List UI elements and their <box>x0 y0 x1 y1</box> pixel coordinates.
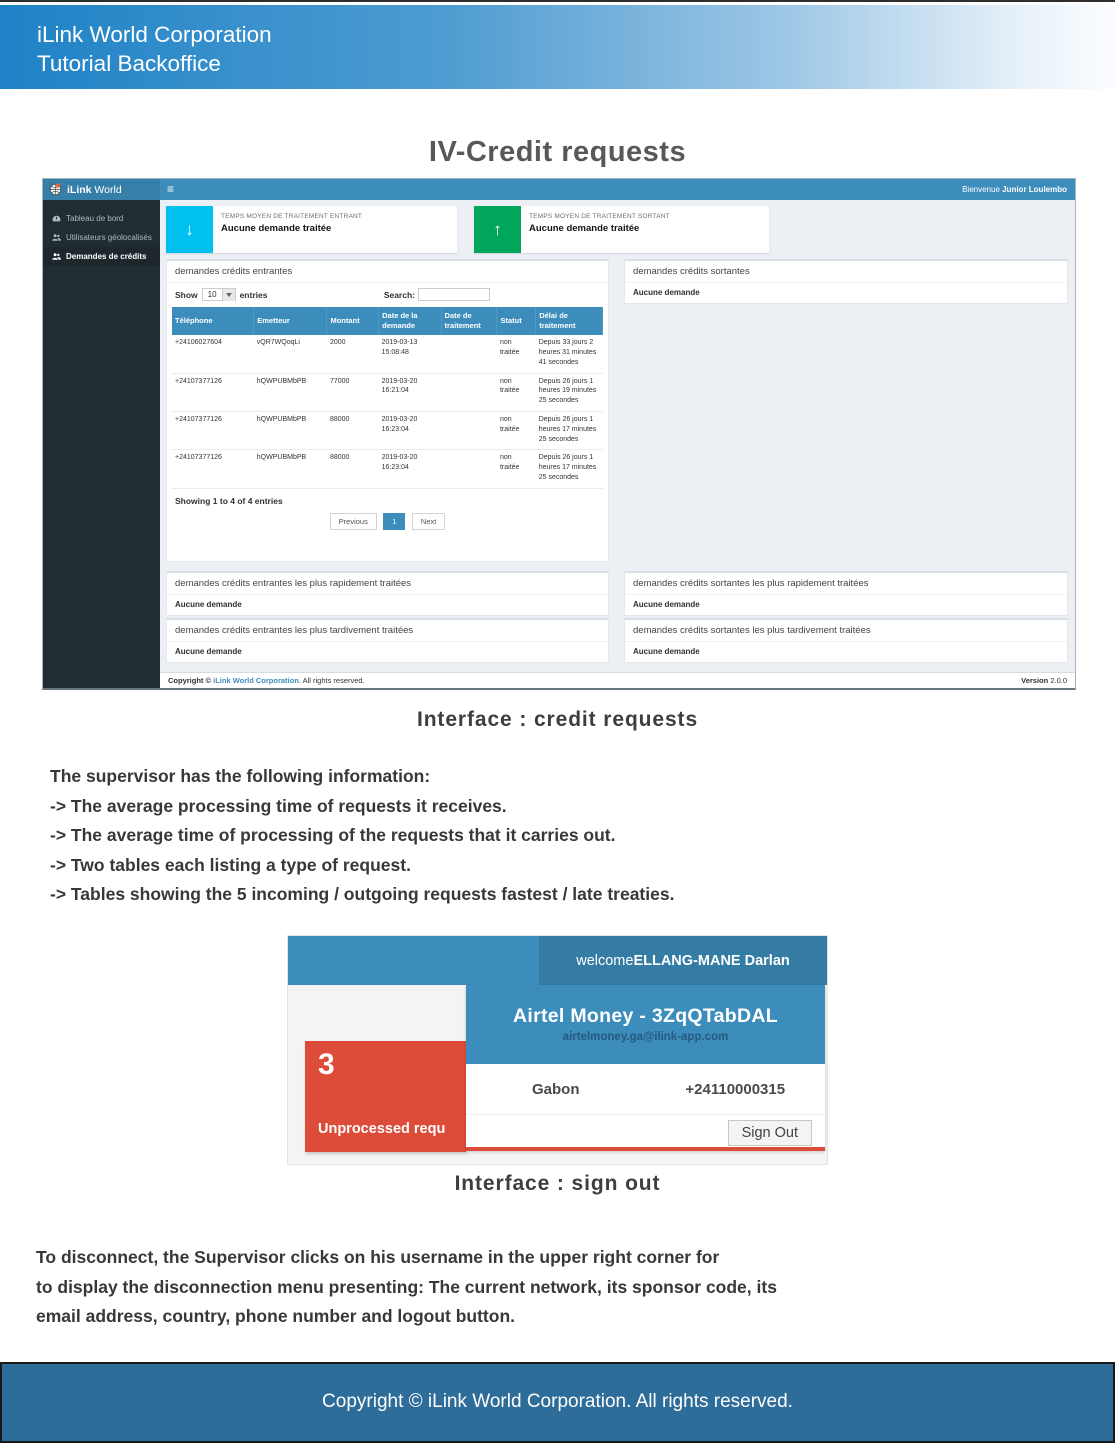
sidebar-item-label: Demandes de crédits <box>66 252 147 261</box>
badge-label: Unprocessed requ <box>318 1121 446 1137</box>
panel-title: demandes crédits entrantes les plus rapidement traitées <box>167 573 608 595</box>
page-top-border <box>0 0 1115 2</box>
paragraph-line: -> Tables showing the 5 incoming / outgoing requests fastest / late treaties. <box>50 884 675 905</box>
chevron-down-icon <box>222 289 235 301</box>
cell-date-traitement <box>441 450 497 488</box>
info-card-incoming-avg-time <box>166 206 457 253</box>
col-header-emetteur[interactable]: Emetteur <box>254 307 327 335</box>
info-card-value: Aucune demande traitée <box>529 223 640 234</box>
cell-date-traitement <box>441 373 497 411</box>
panel-title: demandes crédits entrantes les plus tardivement traitées <box>167 620 608 642</box>
copyright-label: Copyright © <box>168 676 214 685</box>
panel-title: demandes crédits entrantes <box>167 261 608 283</box>
table-header-row <box>172 307 603 335</box>
hamburger-icon[interactable]: ≡ <box>167 182 175 196</box>
paragraph-disconnect-info <box>36 1243 777 1332</box>
panel-title: demandes crédits sortantes <box>625 261 1067 283</box>
dropdown-footer <box>466 1114 825 1151</box>
cell-montant: 88000 <box>327 450 379 488</box>
panel-title: demandes crédits sortantes les plus rapidement traitées <box>625 573 1067 595</box>
cell-date-demande: 2019-03-20 16:23:04 <box>379 412 441 450</box>
table-row <box>172 335 603 373</box>
cell-statut: non traitée <box>497 373 536 411</box>
caption-credit-requests: Interface : credit requests <box>416 708 699 731</box>
arrow-up-icon: ↑ <box>474 206 521 253</box>
panel-demandes-credits-sortantes <box>624 259 1068 304</box>
app-content <box>160 200 1075 688</box>
cell-date-demande: 2019-03-20 16:21:04 <box>379 373 441 411</box>
badge-count: 3 <box>318 1048 335 1081</box>
sidebar-item-label: Tableau de bord <box>66 214 124 223</box>
network-name: Airtel Money - 3ZqQTabDAL <box>513 1005 778 1027</box>
paragraph-line: -> The average time of processing of the requests that it carries out. <box>50 825 616 846</box>
doc-header <box>0 5 1115 89</box>
users-icon <box>52 233 61 242</box>
col-header-delai[interactable]: Délai de traitement <box>536 307 603 335</box>
cell-delai: Depuis 26 jours 1 heures 17 minutes 25 secondes <box>536 450 603 488</box>
country-label: Gabon <box>532 1080 580 1098</box>
page-length-select[interactable]: 10 <box>202 288 236 301</box>
datatable-controls <box>167 283 608 305</box>
cell-statut: non traitée <box>497 450 536 488</box>
cell-telephone: +24106027604 <box>172 335 254 373</box>
col-header-montant[interactable]: Montant <box>327 307 379 335</box>
dropdown-header <box>466 985 825 1064</box>
globe-icon <box>49 183 62 196</box>
paragraph-supervisor-info <box>50 762 674 910</box>
info-card-title: TEMPS MOYEN DE TRAITEMENT ENTRANT <box>221 213 363 220</box>
sidebar-item-utilisateurs-geolocalises[interactable] <box>43 228 160 247</box>
panel-demandes-credits-entrantes <box>166 259 609 562</box>
navbar-user-menu[interactable]: welcome ELLANG-MANE Darlan <box>539 936 827 985</box>
table-summary: Showing 1 to 4 of 4 entries <box>175 495 283 506</box>
caption-sign-out: Interface : sign out <box>454 1172 661 1195</box>
username-label: ELLANG-MANE Darlan <box>633 952 790 969</box>
cell-date-traitement <box>441 335 497 373</box>
cell-date-traitement <box>441 412 497 450</box>
panel-entrantes-tardivement <box>166 618 609 663</box>
col-header-date-demande[interactable]: Date de la demande <box>379 307 441 335</box>
sign-out-button[interactable]: Sign Out <box>728 1120 812 1146</box>
screenshot-sign-out <box>287 935 828 1165</box>
previous-page-button[interactable]: Previous <box>330 513 377 530</box>
cell-delai: Depuis 33 jours 2 heures 31 minutes 41 secondes <box>536 335 603 373</box>
panel-entrantes-rapidement <box>166 571 609 616</box>
table-row <box>172 373 603 411</box>
paragraph-line: -> Two tables each listing a type of request. <box>50 854 411 875</box>
panel-sortantes-tardivement <box>624 618 1068 663</box>
cell-emetteur: hQWPUBMbPB <box>254 373 327 411</box>
app-brand-label: iLink World <box>67 183 122 196</box>
credit-requests-table <box>172 307 603 489</box>
cell-telephone: +24107377126 <box>172 373 254 411</box>
show-label: Show <box>175 289 198 300</box>
empty-message: Aucune demande <box>633 288 700 297</box>
page-title: IV-Credit requests <box>428 136 687 168</box>
info-card-title: TEMPS MOYEN DE TRAITEMENT SORTANT <box>529 213 670 220</box>
screenshot-credit-requests <box>42 178 1076 690</box>
cell-delai: Depuis 26 jours 1 heures 19 minutes 25 secondes <box>536 373 603 411</box>
unprocessed-requests-badge[interactable] <box>305 1041 466 1152</box>
pagination <box>167 508 608 537</box>
cell-telephone: +24107377126 <box>172 412 254 450</box>
company-link[interactable]: iLink World Corporation <box>213 676 299 685</box>
doc-header-subtitle: Tutorial Backoffice <box>37 51 221 76</box>
phone-number: +24110000315 <box>685 1080 786 1098</box>
dashboard-icon <box>52 214 61 223</box>
version-label: Version 2.0.0 <box>1021 676 1067 685</box>
panel-title: demandes crédits sortantes les plus tardivement traitées <box>625 620 1067 642</box>
search-input[interactable] <box>418 288 490 301</box>
paragraph-line: To disconnect, the Supervisor clicks on his username in the upper right corner for <box>36 1247 720 1267</box>
paragraph-line: -> The average processing time of requests it receives. <box>50 795 507 816</box>
empty-message: Aucune demande <box>633 600 700 609</box>
paragraph-line: email address, country, phone number and logout button. <box>36 1306 516 1327</box>
cell-emetteur: hQWPUBMbPB <box>254 412 327 450</box>
rights-label: . All rights reserved. <box>298 676 365 685</box>
cell-telephone: +24107377126 <box>172 450 254 488</box>
empty-message: Aucune demande <box>175 647 242 656</box>
col-header-date-traitement[interactable]: Date de traitement <box>441 307 497 335</box>
empty-message: Aucune demande <box>633 647 700 656</box>
sidebar-item-tableau-de-bord[interactable] <box>43 209 160 228</box>
cell-emetteur: vQR7WQoqLi <box>254 335 327 373</box>
app-logo[interactable] <box>43 179 160 200</box>
paragraph-line: The supervisor has the following information: <box>50 766 431 786</box>
cell-date-demande: 2019-03-13 15:08:48 <box>379 335 441 373</box>
info-card-outgoing-avg-time <box>474 206 769 253</box>
table-row <box>172 412 603 450</box>
dropdown-body <box>466 1064 825 1114</box>
entries-label: entries <box>239 289 268 300</box>
col-header-telephone[interactable]: Téléphone <box>172 307 254 335</box>
navbar-user-menu[interactable]: Bienvenue Junior Loulembo <box>962 185 1067 194</box>
table-row <box>172 450 603 488</box>
sidebar-item-demandes-de-credits[interactable] <box>43 247 160 266</box>
email-address: airtelmoney.ga@ilink-app.com <box>562 1031 729 1043</box>
cell-delai: Depuis 26 jours 1 heures 17 minutes 25 secondes <box>536 412 603 450</box>
empty-message: Aucune demande <box>175 600 242 609</box>
app-navbar <box>43 179 1075 200</box>
col-header-statut[interactable]: Statut <box>497 307 536 335</box>
next-page-button[interactable]: Next <box>412 513 445 530</box>
doc-header-company: iLink World Corporation <box>37 22 272 47</box>
cell-montant: 77000 <box>327 373 379 411</box>
cell-statut: non traitée <box>497 412 536 450</box>
app-sidebar <box>43 200 160 688</box>
panel-sortantes-rapidement <box>624 571 1068 616</box>
red-divider <box>466 1147 825 1151</box>
cell-montant: 2000 <box>327 335 379 373</box>
user-dropdown-menu <box>466 985 825 1151</box>
info-card-value: Aucune demande traitée <box>221 223 332 234</box>
sidebar-item-label: Utilisateurs géolocalisés <box>66 233 152 242</box>
app-footer <box>160 672 1075 688</box>
cell-statut: non traitée <box>497 335 536 373</box>
cell-montant: 88000 <box>327 412 379 450</box>
paragraph-line: to display the disconnection menu presenting: The current network, its sponsor code, its <box>36 1276 777 1297</box>
cell-date-demande: 2019-03-20 16:23:04 <box>379 450 441 488</box>
users-icon <box>52 252 61 261</box>
cell-emetteur: hQWPUBMbPB <box>254 450 327 488</box>
doc-footer-bar: Copyright © iLink World Corporation. All rights reserved. <box>0 1362 1115 1443</box>
search-label: Search: <box>383 289 415 300</box>
page-1-button[interactable]: 1 <box>383 513 405 530</box>
arrow-down-icon: ↓ <box>166 206 213 253</box>
